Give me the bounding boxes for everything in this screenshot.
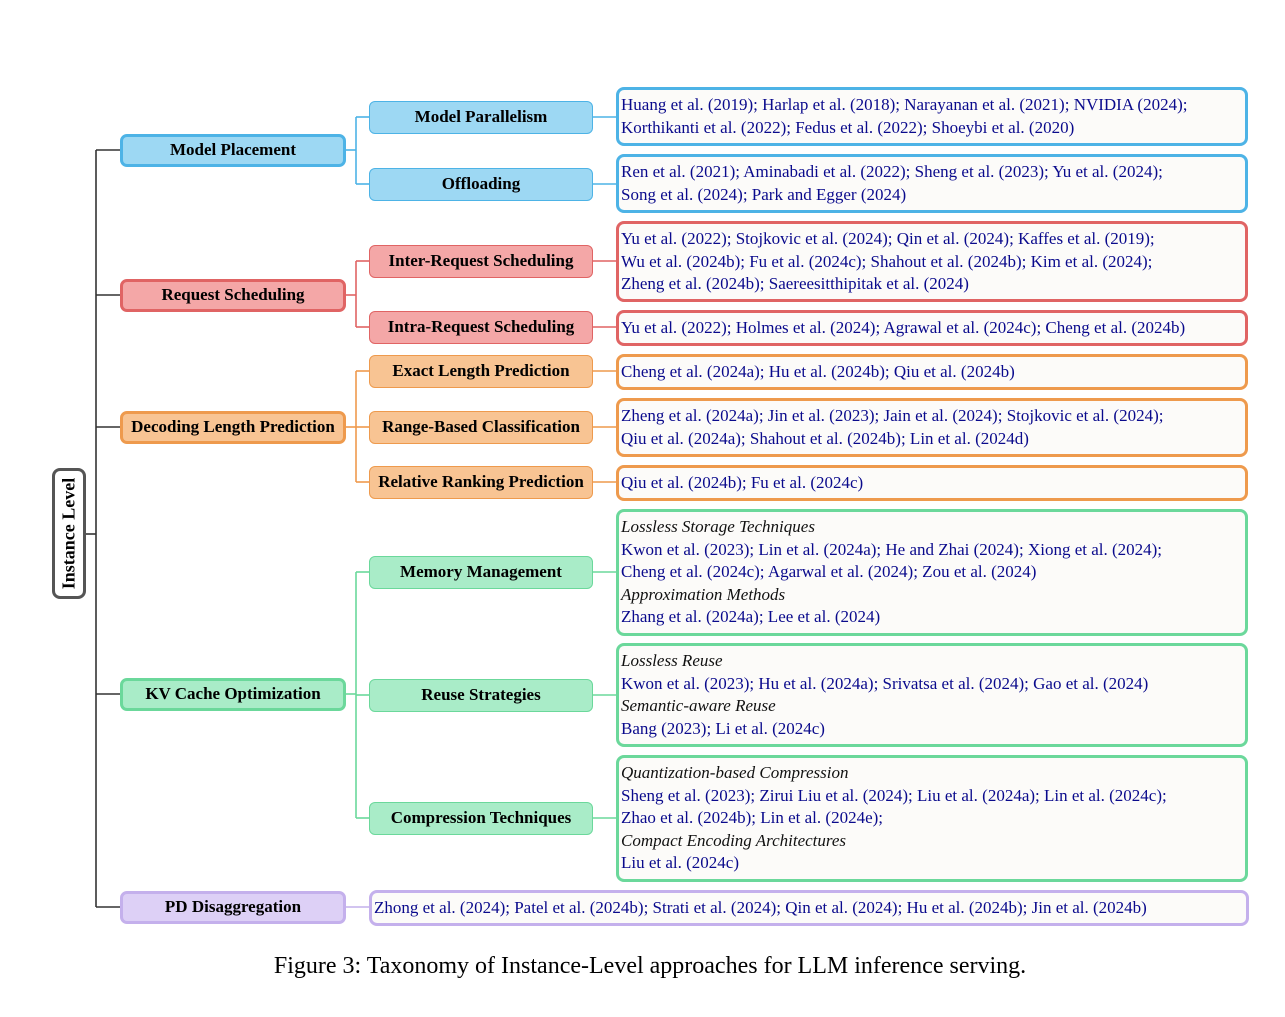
subcategory-offloading xyxy=(369,168,593,201)
reference-line: Yu et al. (2022); Holmes et al. (2024); Agrawal et al. (2024c); Cheng et al. (2024b) xyxy=(621,318,1186,337)
references-reuse-strategies xyxy=(616,643,1248,747)
root-label: Instance Level xyxy=(58,477,79,590)
references-compression-techniques xyxy=(616,755,1248,882)
reference-line: Bang (2023); Li et al. (2024c) xyxy=(621,718,825,738)
references-inter-request-scheduling xyxy=(616,221,1248,302)
reference-line: Wu et al. (2024b); Fu et al. (2024c); Shahout et al. (2024b); Kim et al. (2024); xyxy=(621,251,1153,271)
subcategory-compression-techniques xyxy=(369,802,593,835)
ref-group-heading: Lossless Storage Techniques xyxy=(621,517,815,536)
subcategory-relative-ranking-prediction xyxy=(369,466,593,499)
references-offloading xyxy=(616,154,1248,213)
subcategory-reuse-strategies xyxy=(369,679,593,712)
ref-group-heading: Approximation Methods xyxy=(621,584,786,604)
reference-line: Korthikanti et al. (2022); Fedus et al. (2022); Shoeybi et al. (2020) xyxy=(621,117,1075,137)
references-range-based-classification xyxy=(616,398,1248,457)
category-model-placement xyxy=(120,134,346,167)
subcategory-label: Exact Length Prediction xyxy=(392,361,570,380)
reference-line: Yu et al. (2022); Stojkovic et al. (2024); Qin et al. (2024); Kaffes et al. (2019); xyxy=(621,229,1155,248)
ref-group-heading: Semantic-aware Reuse xyxy=(621,696,776,715)
reference-line: Cheng et al. (2024a); Hu et al. (2024b); Qiu et al. (2024b) xyxy=(621,362,1015,381)
subcategory-label: Compression Techniques xyxy=(390,808,572,827)
figure-caption: Figure 3: Taxonomy of Instance-Level approaches for LLM inference serving. xyxy=(273,953,1027,979)
ref-group-heading: Compact Encoding Architectures xyxy=(621,830,847,850)
subcategory-label: Offloading xyxy=(441,174,521,193)
subcategory-label: Inter-Request Scheduling xyxy=(388,251,574,270)
reference-line: Sheng et al. (2023); Zirui Liu et al. (2024); Liu et al. (2024a); Lin et al. (2024c); xyxy=(621,785,1167,805)
reference-line: Liu et al. (2024c) xyxy=(621,853,740,872)
category-pd-disaggregation xyxy=(120,891,346,924)
reference-line: Song et al. (2024); Park and Egger (2024) xyxy=(621,184,907,204)
references-intra-request-scheduling xyxy=(616,310,1248,346)
category-decoding-length-prediction xyxy=(120,411,346,444)
ref-group-heading: Quantization-based Compression xyxy=(621,763,849,782)
subcategory-intra-request-scheduling xyxy=(369,311,593,344)
reference-line: Zheng et al. (2024b); Saereesitthipitak et al. (2024) xyxy=(621,274,969,293)
subcategory-range-based-classification xyxy=(369,411,593,444)
subcategory-memory-management xyxy=(369,556,593,589)
reference-line: Kwon et al. (2023); Lin et al. (2024a); He and Zhai (2024); Xiong et al. (2024); xyxy=(621,539,1163,559)
category-request-scheduling xyxy=(120,279,346,312)
category-label: Request Scheduling xyxy=(161,285,305,304)
subcategory-label: Relative Ranking Prediction xyxy=(378,472,584,491)
category-label: Model Placement xyxy=(169,140,297,159)
ref-group-heading: Lossless Reuse xyxy=(621,651,723,670)
reference-line: Zheng et al. (2024a); Jin et al. (2023); Jain et al. (2024); Stojkovic et al. (2024); xyxy=(621,406,1164,425)
subcategory-label: Model Parallelism xyxy=(414,107,548,126)
reference-line: Qiu et al. (2024a); Shahout et al. (2024b); Lin et al. (2024d) xyxy=(621,428,1029,448)
reference-line: Huang et al. (2019); Harlap et al. (2018); Narayanan et al. (2021); NVIDIA (2024); xyxy=(621,95,1188,114)
subcategory-exact-length-prediction xyxy=(369,355,593,388)
references-model-parallelism xyxy=(616,87,1248,146)
subcategory-inter-request-scheduling xyxy=(369,245,593,278)
subcategory-model-parallelism xyxy=(369,101,593,134)
reference-line: Cheng et al. (2024c); Agarwal et al. (2024); Zou et al. (2024) xyxy=(621,562,1037,581)
subcategory-label: Range-Based Classification xyxy=(382,417,580,436)
subcategory-label: Memory Management xyxy=(400,562,562,581)
references-memory-management xyxy=(616,509,1248,636)
reference-line: Zhong et al. (2024); Patel et al. (2024b); Strati et al. (2024); Qin et al. (2024); Hu et al. (2024b); Jin et al. (2024b) xyxy=(374,898,1147,917)
root-node xyxy=(52,468,86,599)
reference-line: Kwon et al. (2023); Hu et al. (2024a); Srivatsa et al. (2024); Gao et al. (2024) xyxy=(621,673,1149,693)
reference-line: Zhao et al. (2024b); Lin et al. (2024e); xyxy=(621,808,883,827)
subcategory-label: Reuse Strategies xyxy=(421,685,541,704)
subcategory-label: Intra-Request Scheduling xyxy=(387,317,575,336)
category-label: KV Cache Optimization xyxy=(145,684,321,703)
category-kv-cache-optimization xyxy=(120,678,346,711)
reference-line: Zhang et al. (2024a); Lee et al. (2024) xyxy=(621,607,881,626)
references-relative-ranking-prediction xyxy=(616,465,1248,501)
references-exact-length-prediction xyxy=(616,354,1248,390)
category-label: PD Disaggregation xyxy=(164,897,302,916)
category-label: Decoding Length Prediction xyxy=(131,417,335,436)
reference-line: Qiu et al. (2024b); Fu et al. (2024c) xyxy=(621,473,864,492)
references-pd-disaggregation xyxy=(369,890,1249,926)
reference-line: Ren et al. (2021); Aminabadi et al. (2022); Sheng et al. (2023); Yu et al. (2024); xyxy=(621,162,1163,181)
